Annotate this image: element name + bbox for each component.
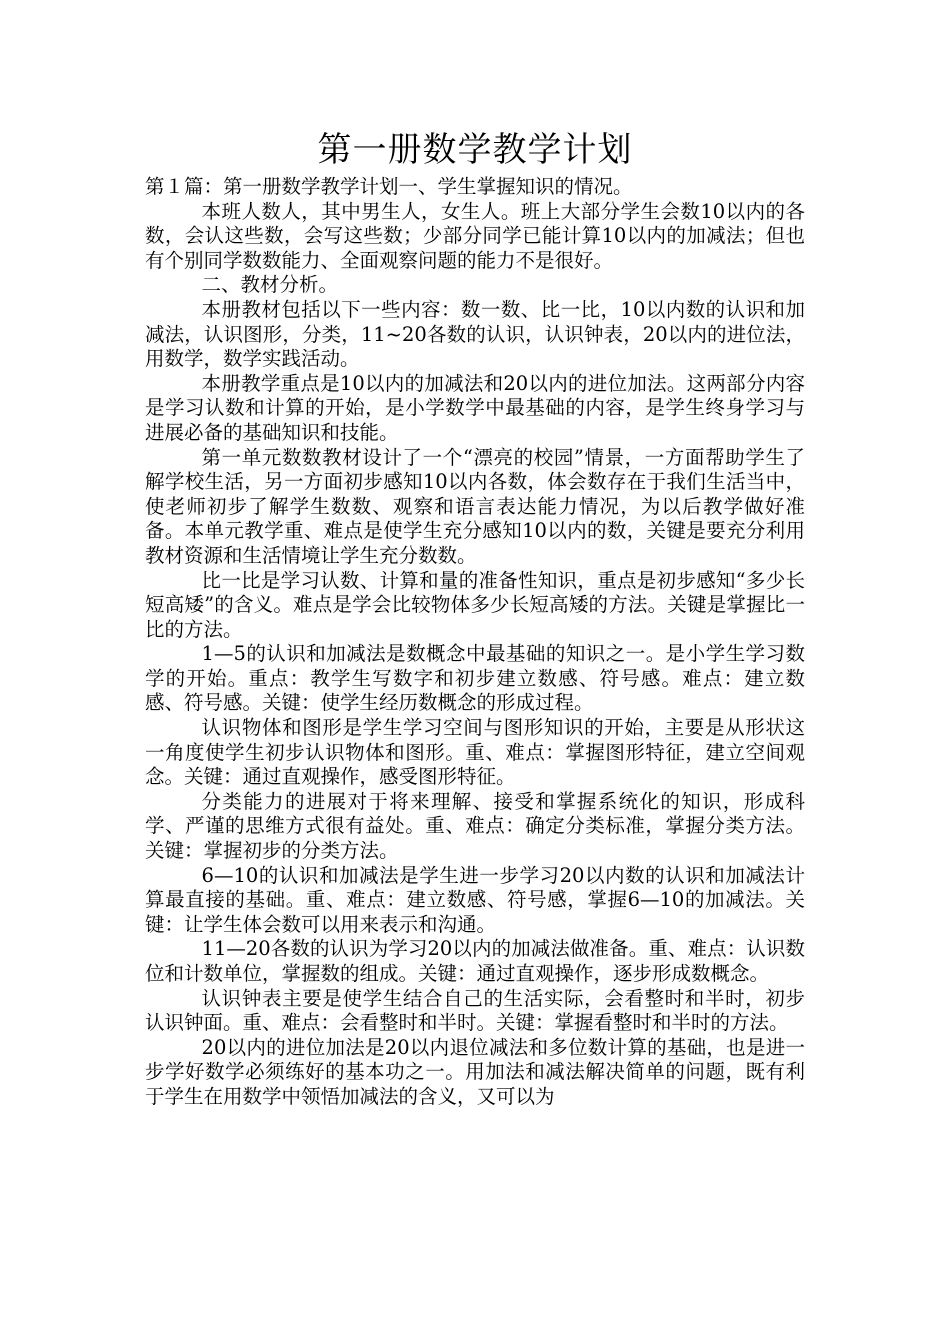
paragraph: 比一比是学习认数、计算和量的准备性知识，重点是初步感知“多少长短高矮”的含义。难点是学会比较物体多少长短高矮的方法。关键是掌握比一比的方法。 <box>145 568 805 641</box>
paragraph: 6—10的认识和加减法是学生进一步学习20以内数的认识和加减法计算最直接的基础。重、难点：建立数感、符号感，掌握6—10的加减法。关键：让学生体会数可以用来表示和沟通。 <box>145 863 805 936</box>
paragraph: 第１篇：第一册数学教学计划一、学生掌握知识的情况。 <box>145 175 633 198</box>
paragraph: 认识物体和图形是学生学习空间与图形知识的开始，主要是从形状这一角度使学生初步认识物体和图形。重、难点：掌握图形特征，建立空间观念。关键：通过直观操作，感受图形特征。 <box>145 716 805 789</box>
paragraph: 20以内的进位加法是20以内退位减法和多位数计算的基础，也是进一步学好数学必须练好的基本功之一。用加法和减法解决简单的问题，既有利于学生在用数学中领悟加减法的含义，又可以为 <box>145 1035 805 1108</box>
paragraph: 本班人数人，其中男生人，女生人。班上大部分学生会数10以内的各数，会认这些数，会写这些数；少部分同学已能计算10以内的加减法；但也有个别同学数数能力、全面观察问题的能力不是很好。 <box>145 199 805 272</box>
paragraph: 认识钟表主要是使学生结合自己的生活实际，会看整时和半时，初步认识钟面。重、难点：会看整时和半时。关键：掌握看整时和半时的方法。 <box>145 986 805 1035</box>
paragraph: 本册教学重点是10以内的加减法和20以内的进位加法。这两部分内容是学习认数和计算的开始，是小学数学中最基础的内容，是学生终身学习与进展必备的基础知识和技能。 <box>145 371 805 444</box>
paragraph: 第一单元数数教材设计了一个“漂亮的校园”情景，一方面帮助学生了解学校生活，另一方面初步感知10以内各数，体会数存在于我们生活当中，使老师初步了解学生数数、观察和语言表达能力情况，为以后教学做好准备。本单元教学重、难点是使学生充分感知10以内的数，关键是要充分利用教材资源和生活情境让学生充分数数。 <box>145 445 805 567</box>
document-body <box>145 175 805 1110</box>
paragraph: 分类能力的进展对于将来理解、接受和掌握系统化的知识，形成科学、严谨的思维方式很有益处。重、难点：确定分类标准，掌握分类方法。关键：掌握初步的分类方法。 <box>145 789 805 863</box>
document-title: 第一册数学教学计划 <box>317 130 633 170</box>
paragraph: 1—5的认识和加减法是数概念中最基础的知识之一。是小学生学习数学的开始。重点：教学生写数字和初步建立数感、符号感。难点：建立数感、符号感。关键：使学生经历数概念的形成过程。 <box>145 642 805 715</box>
section-heading: 二、教材分析。 <box>201 273 339 297</box>
paragraph: 11—20各数的认识为学习20以内的加减法做准备。重、难点：认识数位和计数单位，掌握数的组成。关键：通过直观操作，逐步形成数概念。 <box>145 937 805 985</box>
paragraph: 本册教材包括以下一些内容：数一数、比一比，10以内数的认识和加减法，认识图形，分类，11~20各数的认识，认识钟表，20以内的进位法，用数学，数学实践活动。 <box>145 297 805 371</box>
